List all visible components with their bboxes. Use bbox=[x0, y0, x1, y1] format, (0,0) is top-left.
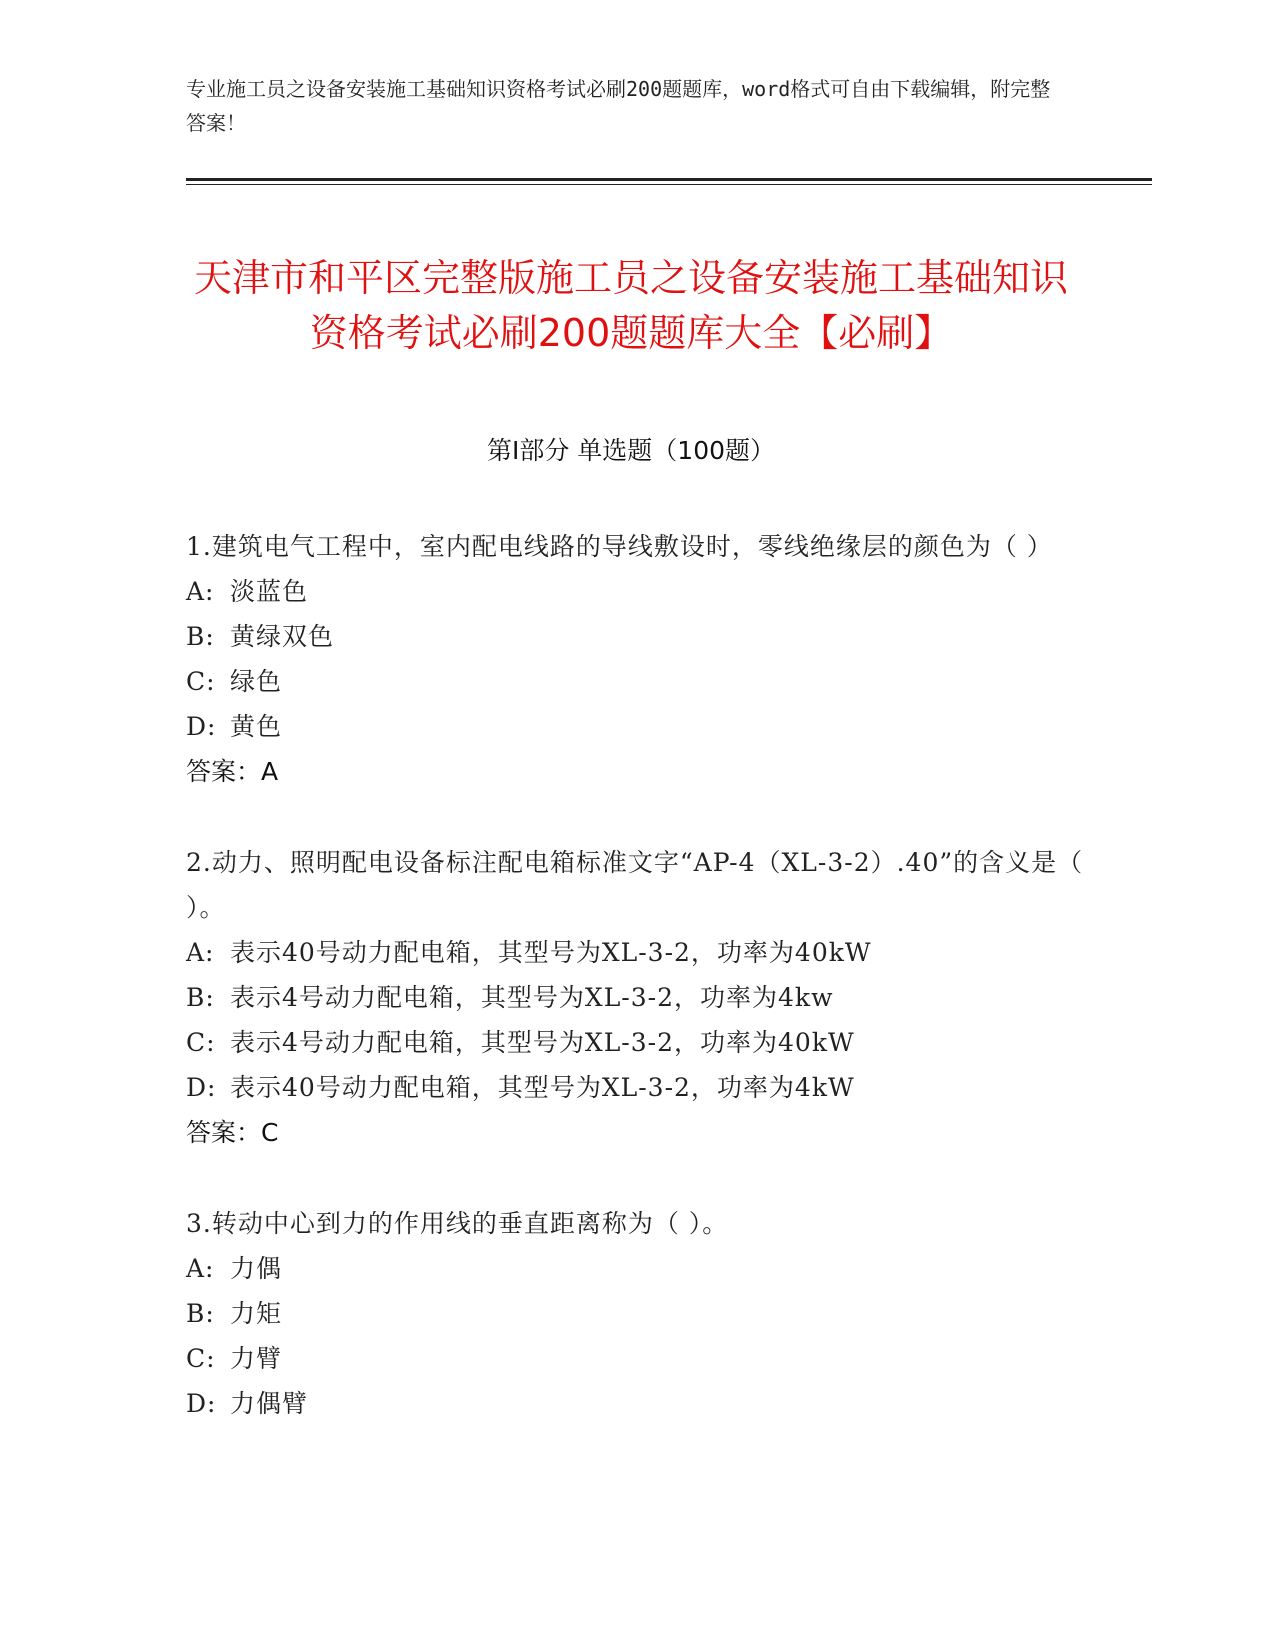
option-d bbox=[186, 1065, 1086, 1110]
option-letter: C: bbox=[186, 1028, 216, 1057]
option-b bbox=[186, 614, 1086, 659]
option-text: 表示4号动力配电箱，其型号为XL-3-2，功率为4kw bbox=[230, 983, 834, 1012]
option-text: 淡蓝色 bbox=[230, 577, 309, 606]
question-2 bbox=[186, 840, 1086, 1155]
header-divider-thick bbox=[186, 178, 1152, 181]
option-text: 黄色 bbox=[230, 712, 283, 741]
answer: 答案：C bbox=[186, 1118, 279, 1147]
question-3 bbox=[186, 1201, 1086, 1426]
answer: 答案：A bbox=[186, 757, 279, 786]
option-letter: A: bbox=[186, 938, 215, 967]
option-c bbox=[186, 1336, 1086, 1381]
option-b bbox=[186, 1291, 1086, 1336]
option-a bbox=[186, 1246, 1086, 1291]
option-text: 表示40号动力配电箱，其型号为XL-3-2，功率为4kW bbox=[230, 1073, 855, 1102]
option-a bbox=[186, 930, 1086, 975]
header-note: 专业施工员之设备安装施工基础知识资格考试必刷200题题库，word格式可自由下载编辑，附完整答案！ bbox=[186, 77, 1051, 135]
option-letter: A: bbox=[186, 1254, 215, 1283]
option-text: 力矩 bbox=[230, 1299, 283, 1328]
header-divider-thin bbox=[186, 184, 1152, 185]
option-text: 力臂 bbox=[230, 1344, 283, 1373]
option-text: 力偶 bbox=[230, 1254, 283, 1283]
question-text: 1.建筑电气工程中，室内配电线路的导线敷设时，零线绝缘层的颜色为（ ） bbox=[186, 532, 1053, 561]
option-letter: D: bbox=[186, 712, 217, 741]
option-c bbox=[186, 1020, 1086, 1065]
option-text: 力偶臂 bbox=[230, 1389, 309, 1418]
option-letter: D: bbox=[186, 1073, 217, 1102]
option-text: 黄绿双色 bbox=[230, 622, 335, 651]
option-text: 表示40号动力配电箱，其型号为XL-3-2，功率为40kW bbox=[230, 938, 872, 967]
section-title: 第Ⅰ部分 单选题（100题） bbox=[486, 436, 776, 465]
option-text: 表示4号动力配电箱，其型号为XL-3-2，功率为40kW bbox=[230, 1028, 855, 1057]
option-d bbox=[186, 704, 1086, 749]
option-letter: D: bbox=[186, 1389, 217, 1418]
option-letter: B: bbox=[186, 622, 215, 651]
option-b bbox=[186, 975, 1086, 1020]
option-c bbox=[186, 659, 1086, 704]
option-letter: C: bbox=[186, 1344, 216, 1373]
document-title: 天津市和平区完整版施工员之设备安装施工基础知识资格考试必刷200题题库大全【必刷】 bbox=[193, 256, 1068, 356]
question-text: 3.转动中心到力的作用线的垂直距离称为（ ）。 bbox=[186, 1209, 729, 1238]
option-d bbox=[186, 1381, 1086, 1426]
option-a bbox=[186, 569, 1086, 614]
question-list bbox=[186, 524, 1086, 1472]
option-letter: B: bbox=[186, 1299, 215, 1328]
option-letter: A: bbox=[186, 577, 215, 606]
option-text: 绿色 bbox=[230, 667, 283, 696]
question-1 bbox=[186, 524, 1086, 794]
question-text: 2.动力、照明配电设备标注配电箱标准文字“AP-4（XL-3-2）.40”的含义是（ ）。 bbox=[186, 848, 1084, 922]
option-letter: C: bbox=[186, 667, 216, 696]
option-letter: B: bbox=[186, 983, 215, 1012]
